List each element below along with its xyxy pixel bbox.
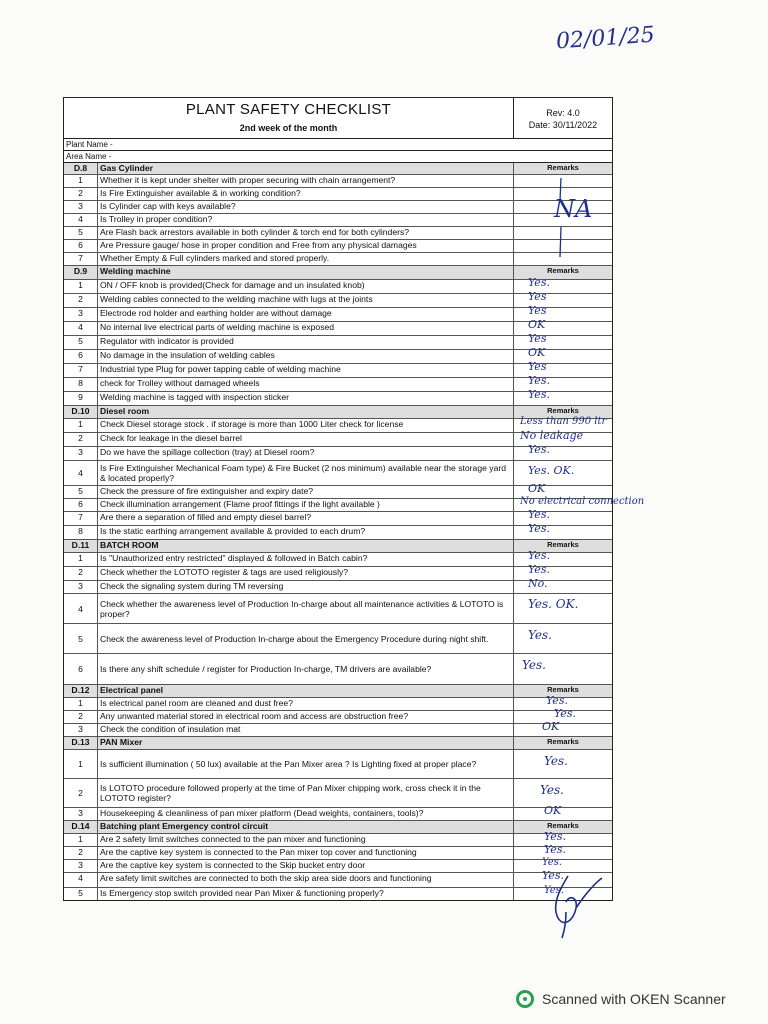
item-number: 1	[64, 419, 98, 432]
item-number: 6	[64, 499, 98, 511]
item-text: Welding machine is tagged with inspection sticker	[98, 392, 514, 405]
item-text: Check for leakage in the diesel barrel	[98, 433, 514, 446]
item-text: check for Trolley without damaged wheels	[98, 378, 514, 391]
remark-handwritten: Yes.	[528, 374, 550, 387]
item-text: Electrode rod holder and earthing holder are without damage	[98, 308, 514, 321]
item-number: 4	[64, 322, 98, 335]
remark-handwritten: Yes.	[546, 694, 568, 707]
item-number: 3	[64, 581, 98, 593]
plant-name-row: Plant Name -	[64, 139, 612, 151]
section-title: Electrical panel	[98, 685, 514, 697]
remark-handwritten: Yes.	[528, 549, 550, 562]
item-number: 3	[64, 808, 98, 820]
item-number: 1	[64, 280, 98, 293]
remark-handwritten: OK	[528, 318, 546, 331]
checklist-row	[64, 885, 612, 900]
remark-handwritten: Yes.	[528, 563, 550, 576]
checklist-row	[64, 869, 612, 888]
item-text: Is Emergency stop switch provided near Pan Mixer & functioning properly?	[98, 888, 514, 900]
section-code: D.10	[64, 406, 98, 418]
item-number: 6	[64, 240, 98, 252]
item-number: 3	[64, 308, 98, 321]
section-code: D.13	[64, 737, 98, 749]
item-remark	[514, 779, 612, 807]
section-code: D.8	[64, 163, 98, 174]
item-number: 1	[64, 698, 98, 710]
item-remark	[514, 443, 612, 460]
item-number: 5	[64, 336, 98, 349]
item-text: Any unwanted material stored in electrical room and access are obstruction free?	[98, 711, 514, 723]
checklist-row	[64, 443, 612, 461]
remark-handwritten: Yes.	[528, 388, 550, 401]
remark-handwritten: Yes.	[528, 508, 550, 521]
section-header	[64, 737, 612, 750]
item-remark	[514, 654, 612, 684]
section-title: Gas Cylinder	[98, 163, 514, 174]
remark-handwritten: Yes.	[528, 522, 550, 535]
remark-handwritten: Yes.	[528, 443, 550, 456]
header-title-block	[64, 98, 514, 138]
remark-handwritten: Yes.	[528, 628, 552, 642]
section-header	[64, 163, 612, 175]
checklist-row	[64, 720, 612, 737]
item-text: Is Fire Extinguisher available & in working condition?	[98, 188, 514, 200]
item-remark	[514, 522, 612, 539]
item-number: 3	[64, 724, 98, 736]
item-text: Check Diesel storage stock . if storage is more than 1000 Liter check for license	[98, 419, 514, 432]
checklist-row	[64, 804, 612, 821]
item-text: ON / OFF knob is provided(Check for damage and un insulated knob)	[98, 280, 514, 293]
item-text: Is electrical panel room are cleaned and dust free?	[98, 698, 514, 710]
section-title: Welding machine	[98, 266, 514, 279]
item-remark	[514, 707, 612, 723]
section-title: Batching plant Emergency control circuit	[98, 821, 514, 833]
item-text: Check the signaling system during TM reversing	[98, 581, 514, 593]
remark-handwritten: No leakage	[520, 429, 584, 442]
item-text: Is Trolley in proper condition?	[98, 214, 514, 226]
checklist-row	[64, 388, 612, 406]
section-title: Diesel room	[98, 406, 514, 418]
item-number: 3	[64, 860, 98, 872]
item-number: 2	[64, 711, 98, 723]
section-title: PAN Mixer	[98, 737, 514, 749]
item-number: 3	[64, 201, 98, 213]
item-number: 2	[64, 188, 98, 200]
remark-handwritten: Yes.	[528, 276, 550, 289]
item-text: Is "Unauthorized entry restricted" displayed & followed in Batch cabin?	[98, 553, 514, 566]
item-number: 1	[64, 750, 98, 778]
remark-handwritten: Yes.	[542, 869, 564, 882]
remark-handwritten: Yes.	[544, 843, 566, 856]
item-text: Are there a separation of filled and empty diesel barrel?	[98, 512, 514, 525]
item-text: Are safety limit switches are connected to both the skip area side doors and functioning	[98, 873, 514, 887]
section-header	[64, 685, 612, 698]
remark-handwritten: Yes	[528, 332, 547, 345]
checklist-row	[64, 522, 612, 540]
item-text: No internal live electrical parts of welding machine is exposed	[98, 322, 514, 335]
item-number: 6	[64, 350, 98, 363]
item-text: Housekeeping & cleanliness of pan mixer platform (Dead weights, containers, tools)?	[98, 808, 514, 820]
remark-handwritten: Yes.	[522, 658, 546, 672]
item-remark	[514, 804, 612, 820]
remark-handwritten: Yes.	[544, 754, 568, 768]
remark-handwritten: Yes	[528, 304, 547, 317]
revision-block	[514, 98, 612, 138]
item-number: 2	[64, 779, 98, 807]
item-text: Check whether the LOTOTO register & tags are used religiously?	[98, 567, 514, 580]
item-number: 2	[64, 847, 98, 859]
scanner-watermark	[516, 990, 726, 1008]
signature	[540, 869, 610, 942]
remark-handwritten: Yes.	[542, 857, 562, 868]
item-text: Regulator with indicator is provided	[98, 336, 514, 349]
remarks-header: Remarks	[547, 163, 579, 172]
scanner-text: Scanned with OKEN Scanner	[542, 991, 726, 1007]
remark-handwritten: Yes.	[540, 783, 564, 797]
section-title: BATCH ROOM	[98, 540, 514, 552]
item-number: 1	[64, 553, 98, 566]
item-remark	[514, 594, 612, 623]
item-text: Is Fire Extinguisher Mechanical Foam type) & Fire Bucket (2 nos minimum) available near the storage yard & located properly?	[98, 461, 514, 485]
item-text: Do we have the spillage collection (tray) at Diesel room?	[98, 447, 514, 460]
checklist-row	[64, 694, 612, 711]
item-remark	[514, 624, 612, 653]
item-number: 5	[64, 227, 98, 239]
item-number: 4	[64, 873, 98, 887]
revision-date: Date: 30/11/2022	[528, 120, 598, 130]
section-d8-body	[64, 175, 612, 266]
item-remark	[514, 388, 612, 405]
remark-handwritten: No electrical connection	[520, 496, 645, 507]
section-code: D.12	[64, 685, 98, 697]
item-text: Welding cables connected to the welding machine with lugs at the joints	[98, 294, 514, 307]
remark-handwritten: OK	[542, 720, 560, 733]
checklist-row	[64, 750, 612, 779]
item-text: Is sufficient illumination ( 50 lux) available at the Pan Mixer area ? Is Lighting fixed at proper place?	[98, 750, 514, 778]
item-number: 8	[64, 526, 98, 539]
checklist-row	[64, 843, 612, 860]
item-text: Check illumination arrangement (Flame proof fittings if the light available )	[98, 499, 514, 511]
item-number: 7	[64, 253, 98, 265]
remarks-header: Remarks	[547, 821, 579, 830]
handwritten-date: 02/01/25	[555, 22, 656, 55]
item-number: 6	[64, 654, 98, 684]
item-number: 4	[64, 461, 98, 485]
section-code: D.11	[64, 540, 98, 552]
item-text: No damage in the insulation of welding cables	[98, 350, 514, 363]
item-text: Whether it is kept under shelter with proper securing with chain arrangement?	[98, 175, 514, 187]
section-header	[64, 821, 612, 834]
item-number: 3	[64, 447, 98, 460]
item-number: 5	[64, 624, 98, 653]
item-text: Is the static earthing arrangement available & provided to each drum?	[98, 526, 514, 539]
remarks-header: Remarks	[547, 685, 579, 694]
checklist-row	[64, 830, 612, 847]
item-remark	[514, 843, 612, 859]
remark-handwritten: Yes.	[544, 830, 566, 843]
item-text: Check whether the awareness level of Production In-charge about all maintenance activities & LOTOTO is proper?	[98, 594, 514, 623]
item-number: 4	[64, 214, 98, 226]
item-number: 5	[64, 486, 98, 498]
item-text: Check the awareness level of Production In-charge about the Emergency Procedure during night shift.	[98, 624, 514, 653]
item-number: 2	[64, 294, 98, 307]
remarks-header: Remarks	[547, 737, 579, 746]
remarks-header: Remarks	[547, 266, 579, 275]
item-text: Is LOTOTO procedure followed properly at the time of Pan Mixer chipping work, cross check it in the LOTOTO register?	[98, 779, 514, 807]
oken-logo-icon	[516, 990, 534, 1008]
checklist-row	[64, 654, 612, 685]
item-text: Are the captive key system is connected to the Pan mixer top cover and functioning	[98, 847, 514, 859]
item-text: Are 2 safety limit switches connected to the pan mixer and functioning	[98, 834, 514, 846]
section-code: D.14	[64, 821, 98, 833]
item-remark	[514, 750, 612, 778]
item-number: 5	[64, 888, 98, 900]
page-title: PLANT SAFETY CHECKLIST	[185, 101, 392, 118]
remark-handwritten: OK	[528, 482, 546, 495]
checklist-row	[64, 624, 612, 654]
item-number: 7	[64, 512, 98, 525]
remark-handwritten: Yes. OK.	[528, 464, 575, 477]
item-number: 2	[64, 567, 98, 580]
remark-handwritten: Yes.	[544, 885, 564, 896]
checklist-row	[64, 594, 612, 624]
item-text: Whether Empty & Full cylinders marked and stored properly.	[98, 253, 514, 265]
item-text: Are the captive key system is connected to the Skip bucket entry door	[98, 860, 514, 872]
remark-handwritten: Yes	[528, 290, 547, 303]
item-number: 8	[64, 378, 98, 391]
page-subtitle: 2nd week of the month	[239, 123, 338, 133]
item-text: Is there any shift schedule / register for Production In-charge, TM drivers are available?	[98, 654, 514, 684]
na-remark-area	[514, 175, 612, 259]
item-text: Are Flash back arrestors available in both cylinder & torch end for both cylinders?	[98, 227, 514, 239]
checklist-header	[64, 98, 612, 139]
remark-handwritten: Yes	[528, 360, 547, 373]
checklist-row	[64, 779, 612, 808]
remark-handwritten: OK	[528, 346, 546, 359]
item-text: Check the pressure of fire extinguisher and expiry date?	[98, 486, 514, 498]
item-text: Is Cylinder cap with keys available?	[98, 201, 514, 213]
remark-handwritten: Yes. OK.	[528, 597, 579, 611]
checklist-row	[64, 577, 612, 594]
remarks-header: Remarks	[547, 406, 579, 415]
item-remark	[514, 577, 612, 593]
item-number: 2	[64, 433, 98, 446]
item-remark	[514, 720, 612, 736]
revision-number: Rev: 4.0	[546, 108, 580, 118]
checklist-sheet	[63, 97, 645, 901]
item-number: 7	[64, 364, 98, 377]
na-handwritten-mark: NA	[554, 195, 593, 223]
remark-handwritten: OK	[544, 804, 562, 817]
checklist-row	[64, 857, 612, 873]
remark-handwritten: Yes.	[554, 707, 576, 720]
remark-handwritten: Less than 990 ltr	[520, 416, 607, 427]
item-text: Check the condition of insulation mat	[98, 724, 514, 736]
item-number: 9	[64, 392, 98, 405]
area-name-row: Area Name -	[64, 151, 612, 163]
item-number: 1	[64, 175, 98, 187]
remark-handwritten: No.	[528, 577, 548, 590]
item-number: 4	[64, 594, 98, 623]
item-text: Industrial type Plug for power tapping cable of welding machine	[98, 364, 514, 377]
item-text: Are Pressure gauge/ hose in proper condition and Free from any physical damages	[98, 240, 514, 252]
item-number: 1	[64, 834, 98, 846]
checklist-row	[64, 707, 612, 724]
remarks-header: Remarks	[547, 540, 579, 549]
section-code: D.9	[64, 266, 98, 279]
